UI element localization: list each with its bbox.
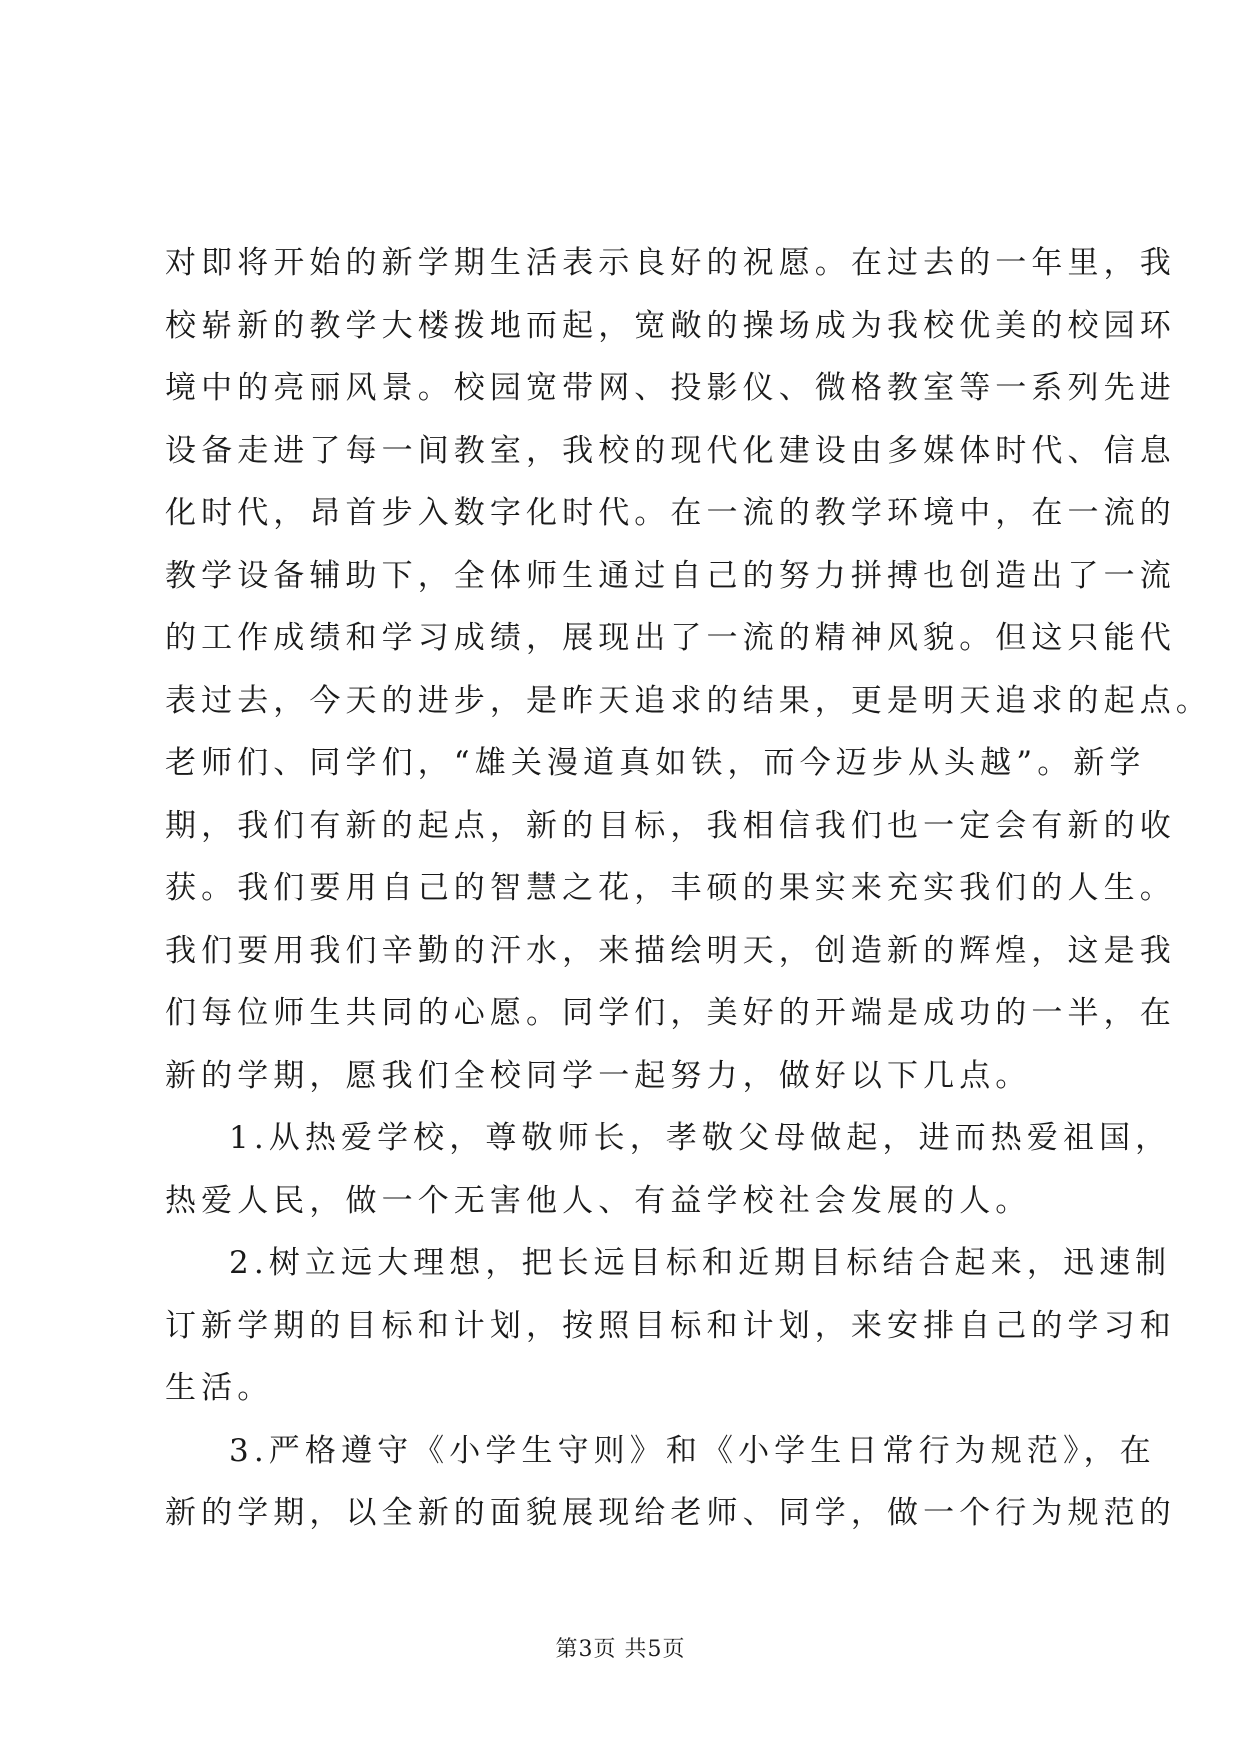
list-item-3: [165, 1420, 1176, 1545]
text-line: 2.树立远大理想，把长远目标和近期目标结合起来，迅速制: [229, 1245, 1172, 1281]
text-line: 境中的亮丽风景。校园宽带网、投影仪、微格教室等一系列先进: [165, 370, 1176, 406]
paragraph-1: [165, 232, 1212, 1107]
text-line: 对即将开始的新学期生活表示良好的祝愿。在过去的一年里，我: [165, 245, 1176, 281]
text-line: 的工作成绩和学习成绩，展现出了一流的精神风貌。但这只能代: [165, 620, 1176, 656]
text-line: 新的学期，愿我们全校同学一起努力，做好以下几点。: [165, 1057, 1032, 1094]
text-line: 老师们、同学们，“雄关漫道真如铁，而今迈步从头越”。新学: [165, 745, 1146, 781]
text-line: 们每位师生共同的心愿。同学们，美好的开端是成功的一半，在: [165, 995, 1176, 1031]
page-footer: 第3页 共5页: [555, 1637, 686, 1662]
text-line: 生活。: [165, 1370, 274, 1406]
text-line: 化时代，昂首步入数字化时代。在一流的教学环境中，在一流的: [165, 495, 1176, 531]
text-line: 教学设备辅助下，全体师生通过自己的努力拼搏也创造出了一流: [165, 557, 1176, 594]
text-line: 校崭新的教学大楼拨地而起，宽敞的操场成为我校优美的校园环: [165, 307, 1176, 344]
text-line: 新的学期，以全新的面貌展现给老师、同学，做一个行为规范的: [165, 1495, 1176, 1531]
text-line: 表过去，今天的进步，是昨天追求的结果，更是明天追求的起点。: [165, 682, 1212, 719]
text-line: 3.严格遵守《小学生守则》和《小学生日常行为规范》，在: [229, 1432, 1156, 1469]
text-line: 热爱人民，做一个无害他人、有益学校社会发展的人。: [165, 1182, 1032, 1219]
text-line: 我们要用我们辛勤的汗水，来描绘明天，创造新的辉煌，这是我: [165, 932, 1176, 969]
text-line: 1.从热爱学校，尊敬师长，孝敬父母做起，进而热爱祖国，: [229, 1120, 1172, 1156]
list-item-2: [165, 1232, 1176, 1420]
text-line: 期，我们有新的起点，新的目标，我相信我们也一定会有新的收: [165, 807, 1176, 844]
text-line: 订新学期的目标和计划，按照目标和计划，来安排自己的学习和: [165, 1307, 1176, 1344]
document-body: [165, 232, 1212, 1545]
text-line: 设备走进了每一间教室，我校的现代化建设由多媒体时代、信息: [165, 432, 1176, 469]
text-line: 获。我们要用自己的智慧之花，丰硕的果实来充实我们的人生。: [165, 870, 1176, 906]
list-item-1: [165, 1107, 1172, 1232]
